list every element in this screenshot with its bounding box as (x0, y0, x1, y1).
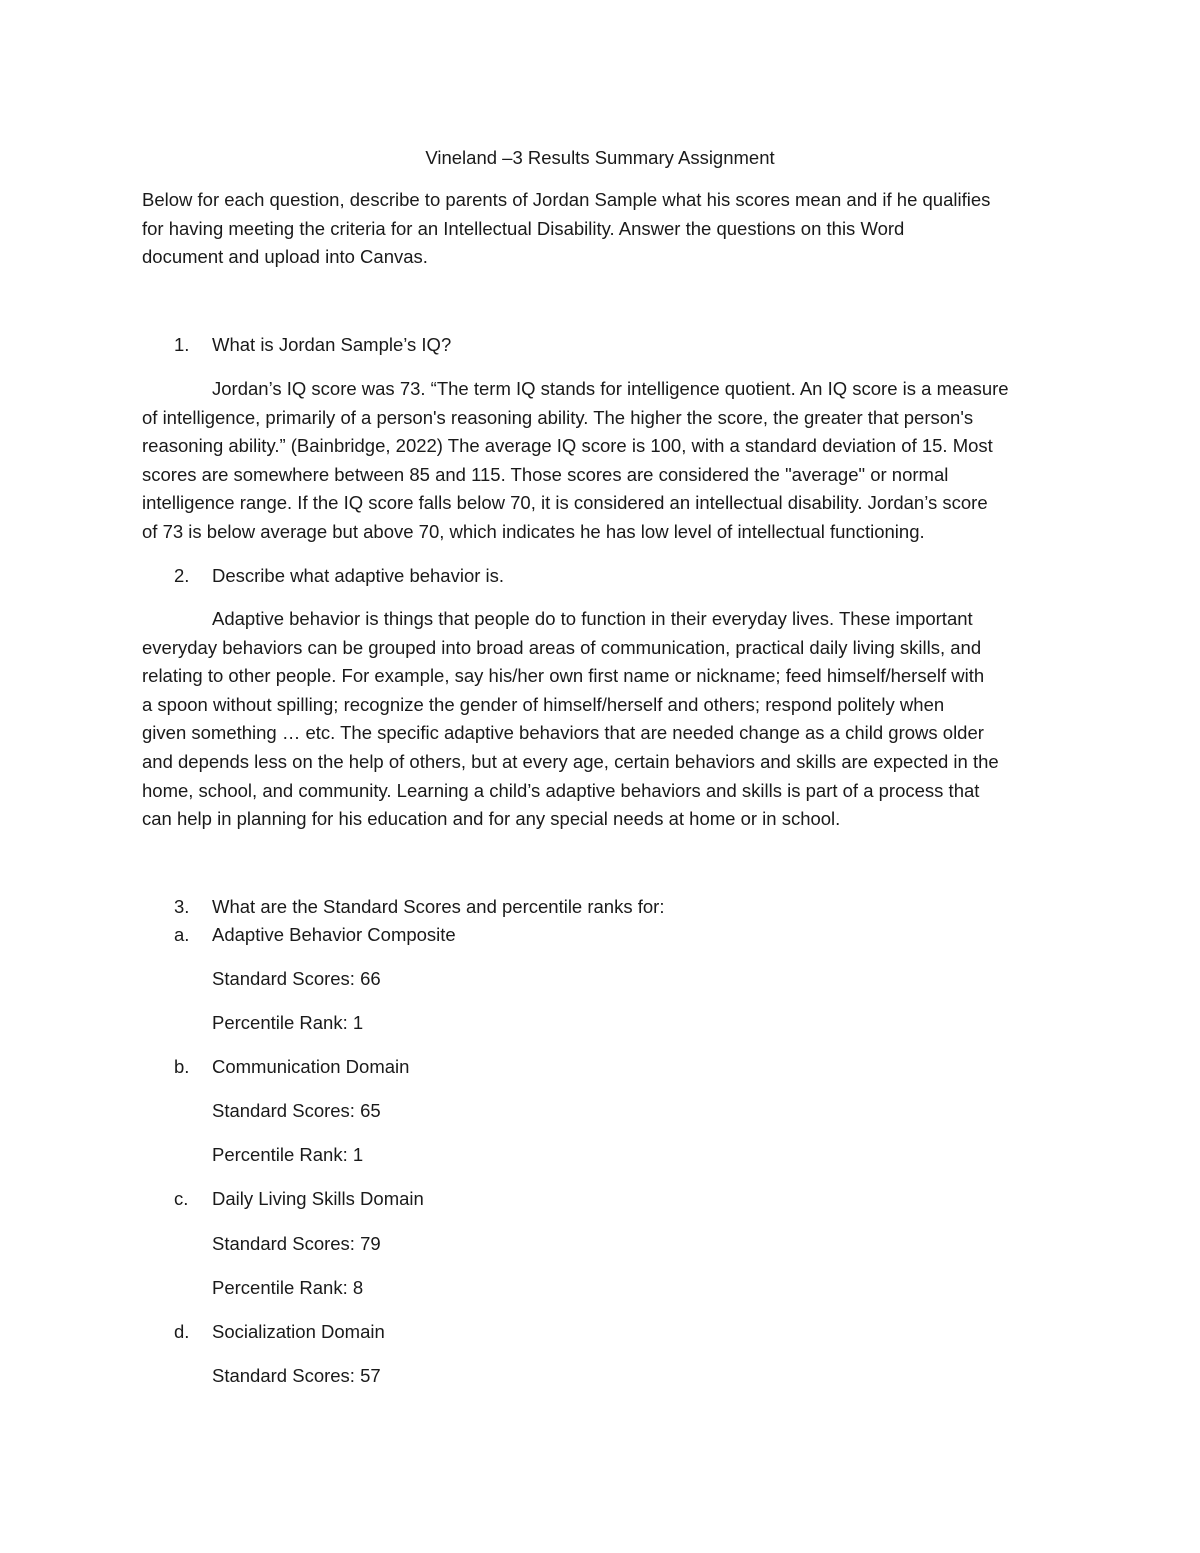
answer-line: scores are somewhere between 85 and 115. Those scores are considered the "average" or normal (142, 463, 949, 485)
answer-line: Adaptive behavior is things that people do to function in their everyday lives. These important (212, 608, 973, 629)
sub-item-label: Socialization Domain (212, 1321, 385, 1342)
document-title: Vineland –3 Results Summary Assignment (425, 147, 775, 168)
standard-score: Standard Scores: 57 (212, 1365, 381, 1386)
intro-paragraph (142, 186, 1058, 272)
standard-score: Standard Scores: 65 (212, 1100, 381, 1121)
question-number: 3. (174, 896, 190, 917)
answer-line: home, school, and community. Learning a child’s adaptive behaviors and skills is part of a process that (142, 779, 980, 801)
answer-line: and depends less on the help of others, but at every age, certain behaviors and skills are expected in the (142, 750, 999, 772)
answer-line: reasoning ability.” (Bainbridge, 2022) The average IQ score is 100, with a standard deviation of 15. Most (142, 435, 993, 457)
sub-item-marker: d. (174, 1321, 190, 1342)
question-number: 2. (174, 565, 190, 586)
intro-line: for having meeting the criteria for an Intellectual Disability. Answer the questions on this Word (142, 217, 905, 239)
sub-item-marker: a. (174, 924, 190, 945)
standard-score: Standard Scores: 66 (212, 968, 381, 989)
standard-score: Standard Scores: 79 (212, 1233, 381, 1254)
question-text: Describe what adaptive behavior is. (212, 565, 505, 586)
answer-line: Jordan’s IQ score was 73. “The term IQ stands for intelligence quotient. An IQ score is a measure (212, 378, 1009, 399)
sub-item-marker: c. (174, 1188, 189, 1209)
sub-item-label: Adaptive Behavior Composite (212, 924, 456, 945)
answer-line: of 73 is below average but above 70, which indicates he has low level of intellectual functioning. (142, 520, 925, 542)
sub-item-label: Daily Living Skills Domain (212, 1188, 424, 1209)
answer-1-paragraph (142, 375, 1058, 547)
question-number: 1. (174, 334, 190, 355)
percentile-rank: Percentile Rank: 1 (212, 1144, 364, 1165)
answer-line: of intelligence, primarily of a person's reasoning ability. The higher the score, the greater that person's (142, 406, 974, 428)
intro-line: Below for each question, describe to parents of Jordan Sample what his scores mean and if he qualifies (142, 189, 991, 210)
answer-line: can help in planning for his education and for any special needs at home or in school. (142, 808, 841, 830)
question-text: What are the Standard Scores and percentile ranks for: (212, 896, 665, 917)
answer-2-paragraph (142, 605, 1058, 834)
question-text: What is Jordan Sample’s IQ? (212, 334, 452, 355)
percentile-rank: Percentile Rank: 1 (212, 1012, 364, 1033)
answer-line: everyday behaviors can be grouped into broad areas of communication, practical daily living skills, and (142, 636, 982, 658)
intro-line: document and upload into Canvas. (142, 246, 428, 268)
answer-line: intelligence range. If the IQ score falls below 70, it is considered an intellectual disability. Jordan’s score (142, 492, 988, 514)
sub-item-label: Communication Domain (212, 1056, 410, 1077)
answer-line: a spoon without spilling; recognize the gender of himself/herself and others; respond politely when (142, 693, 945, 715)
percentile-rank: Percentile Rank: 8 (212, 1277, 364, 1298)
sub-item-marker: b. (174, 1056, 190, 1077)
answer-line: relating to other people. For example, say his/her own first name or nickname; feed himself/herself with (142, 665, 985, 687)
answer-line: given something … etc. The specific adaptive behaviors that are needed change as a child grows older (142, 722, 984, 744)
